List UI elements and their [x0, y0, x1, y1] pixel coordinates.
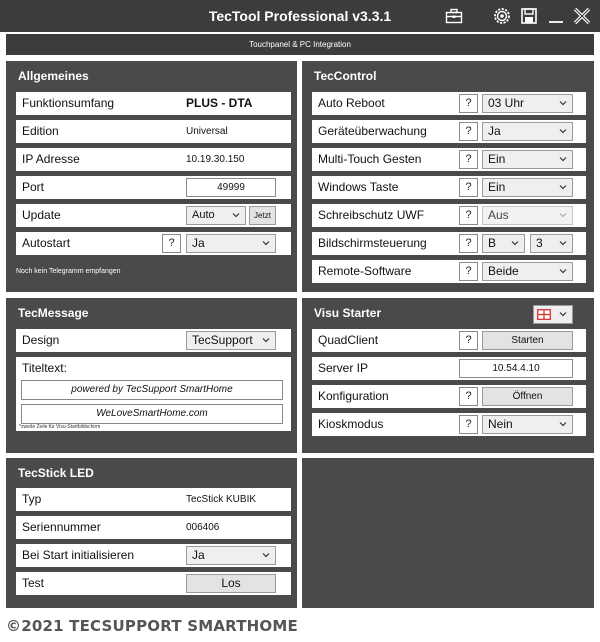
select-value: Ein	[488, 152, 506, 166]
help-button[interactable]: ?	[459, 94, 478, 113]
ip-value: 10.19.30.150	[186, 154, 245, 165]
row-multi-touch-gesten	[312, 148, 586, 171]
row-bildschirmsteuerung	[312, 232, 586, 255]
panel-empty	[302, 458, 594, 608]
panel-title: TecStick LED	[18, 466, 94, 480]
select-value: Beide	[488, 264, 519, 278]
panel-title: Allgemeines	[18, 69, 89, 83]
panel-title: Visu Starter	[314, 306, 382, 320]
layout-icon	[537, 309, 551, 320]
row-label: Server IP	[318, 361, 369, 375]
footer-copyright: ©2021 TECSUPPORT SMARTHOME	[6, 617, 298, 635]
select-value: Auto	[192, 209, 215, 221]
chevron-down-icon	[262, 552, 270, 558]
toolbox-icon[interactable]	[444, 6, 464, 26]
select-value: Ja	[488, 124, 501, 138]
row-autostart	[16, 232, 291, 255]
help-button[interactable]: ?	[459, 178, 478, 197]
select-value: Nein	[488, 417, 513, 431]
chevron-down-icon	[559, 212, 567, 218]
seriennummer-value: 006406	[186, 522, 220, 533]
layout-select[interactable]	[533, 305, 573, 324]
row-geraeteueberwachung	[312, 120, 586, 143]
row-design	[16, 329, 291, 352]
kioskmodus-select[interactable]	[482, 415, 573, 434]
titeltext-note: *zweite Zeile für Visu-Startbildschirm	[19, 424, 101, 430]
panel-title: TecMessage	[18, 306, 89, 320]
quadclient-start-button[interactable]: Starten	[482, 331, 573, 350]
select-value: Aus	[488, 208, 509, 222]
chevron-down-icon	[559, 100, 567, 106]
titeltext-line2-input[interactable]: WeLoveSmartHome.com	[21, 404, 283, 424]
row-label: Design	[22, 333, 60, 347]
row-label: Auto Reboot	[318, 96, 385, 110]
edition-value: Universal	[186, 126, 228, 137]
geraeteueberwachung-select[interactable]	[482, 122, 573, 141]
port-input[interactable]: 49999	[186, 178, 276, 197]
bei-start-select[interactable]	[186, 546, 276, 565]
design-select[interactable]	[186, 331, 276, 350]
titeltext-line1-input[interactable]: powered by TecSupport SmartHome	[21, 380, 283, 400]
row-label: IP Adresse	[22, 152, 80, 166]
funktionsumfang-value: PLUS - DTA	[186, 96, 253, 110]
minimize-icon[interactable]	[546, 6, 566, 26]
row-bei-start-initialisieren	[16, 544, 291, 567]
row-schreibschutz-uwf	[312, 204, 586, 227]
panel-teccontrol	[302, 61, 594, 292]
select-value: 03 Uhr	[488, 96, 525, 110]
help-button[interactable]: ?	[459, 262, 478, 281]
help-button[interactable]: ?	[459, 122, 478, 141]
bildschirm-mode-select[interactable]	[482, 234, 525, 253]
help-button[interactable]: ?	[162, 234, 181, 253]
row-edition	[16, 120, 291, 143]
chevron-down-icon	[559, 268, 567, 274]
help-button[interactable]: ?	[459, 331, 478, 350]
panel-tecmessage	[6, 298, 297, 453]
row-label: Update	[22, 208, 61, 222]
help-button[interactable]: ?	[459, 206, 478, 225]
chevron-down-icon	[559, 240, 567, 246]
row-label: Kioskmodus	[318, 417, 384, 431]
row-update	[16, 204, 291, 227]
chevron-down-icon	[559, 421, 567, 427]
chevron-down-icon	[559, 311, 567, 317]
panel-title: TecControl	[314, 69, 377, 83]
panel-tecstick-led	[6, 458, 297, 608]
row-quadclient	[312, 329, 586, 352]
chevron-down-icon	[262, 240, 270, 246]
row-label: Port	[22, 180, 45, 194]
multi-touch-select[interactable]	[482, 150, 573, 169]
help-button[interactable]: ?	[459, 415, 478, 434]
row-label: Funktionsumfang	[22, 96, 115, 110]
title-bar	[0, 0, 600, 32]
status-text: Noch kein Telegramm empfangen	[16, 268, 121, 275]
row-label: Edition	[22, 124, 59, 138]
chevron-down-icon	[559, 128, 567, 134]
select-value: 3	[536, 236, 543, 250]
konfiguration-open-button[interactable]: Öffnen	[482, 387, 573, 406]
row-label: QuadClient	[318, 333, 379, 347]
close-icon[interactable]	[572, 6, 592, 26]
select-value: Ja	[192, 236, 205, 250]
row-seriennummer	[16, 516, 291, 539]
row-remote-software	[312, 260, 586, 283]
row-label: Schreibschutz UWF	[318, 208, 425, 222]
row-funktionsumfang	[16, 92, 291, 115]
row-port	[16, 176, 291, 199]
row-label: Konfiguration	[318, 389, 389, 403]
row-konfiguration	[312, 385, 586, 408]
chevron-down-icon	[262, 337, 270, 343]
select-value: TecSupport	[192, 333, 253, 347]
windows-taste-select[interactable]	[482, 178, 573, 197]
subtitle-bar: Touchpanel & PC Integration	[6, 34, 594, 55]
schreibschutz-select[interactable]	[482, 206, 573, 225]
row-label: Test	[22, 576, 45, 590]
update-now-button[interactable]: Jetzt	[249, 206, 276, 225]
update-select[interactable]	[186, 206, 246, 225]
titeltext-label: Titeltext:	[22, 361, 67, 375]
help-button[interactable]: ?	[459, 150, 478, 169]
test-los-button[interactable]: Los	[186, 574, 276, 593]
server-ip-input[interactable]: 10.54.4.10	[459, 359, 573, 378]
help-button[interactable]: ?	[459, 387, 478, 406]
row-test	[16, 572, 291, 595]
row-label: Autostart	[22, 236, 71, 250]
select-value: Ja	[192, 548, 205, 562]
row-label: Geräteüberwachung	[318, 124, 427, 138]
auto-reboot-select[interactable]	[482, 94, 573, 113]
row-auto-reboot	[312, 92, 586, 115]
row-label: Seriennummer	[22, 520, 101, 534]
remote-software-select[interactable]	[482, 262, 573, 281]
select-value: Ein	[488, 180, 506, 194]
chevron-down-icon	[232, 212, 240, 218]
row-ip-adresse	[16, 148, 291, 171]
row-label: Remote-Software	[318, 264, 412, 278]
chevron-down-icon	[559, 184, 567, 190]
chevron-down-icon	[511, 240, 519, 246]
autostart-select[interactable]	[186, 234, 276, 253]
titeltext-box	[16, 357, 291, 431]
settings-icon[interactable]	[492, 6, 512, 26]
typ-value: TecStick KUBIK	[186, 494, 257, 505]
row-label: Typ	[22, 492, 42, 506]
row-label: Bildschirmsteuerung	[318, 236, 427, 250]
row-label: Windows Taste	[318, 180, 399, 194]
bildschirm-number-select[interactable]	[530, 234, 573, 253]
chevron-down-icon	[559, 156, 567, 162]
row-windows-taste	[312, 176, 586, 199]
select-value: B	[488, 236, 497, 250]
row-label: Multi-Touch Gesten	[318, 152, 422, 166]
row-server-ip	[312, 357, 586, 380]
row-typ	[16, 488, 291, 511]
help-button[interactable]: ?	[459, 234, 478, 253]
save-icon[interactable]	[519, 6, 539, 26]
app-title: TecTool Professional v3.3.1	[208, 8, 392, 24]
row-kioskmodus	[312, 413, 586, 436]
panel-visu-starter	[302, 298, 594, 453]
panel-allgemeines	[6, 61, 297, 292]
row-label: Bei Start initialisieren	[22, 548, 135, 562]
